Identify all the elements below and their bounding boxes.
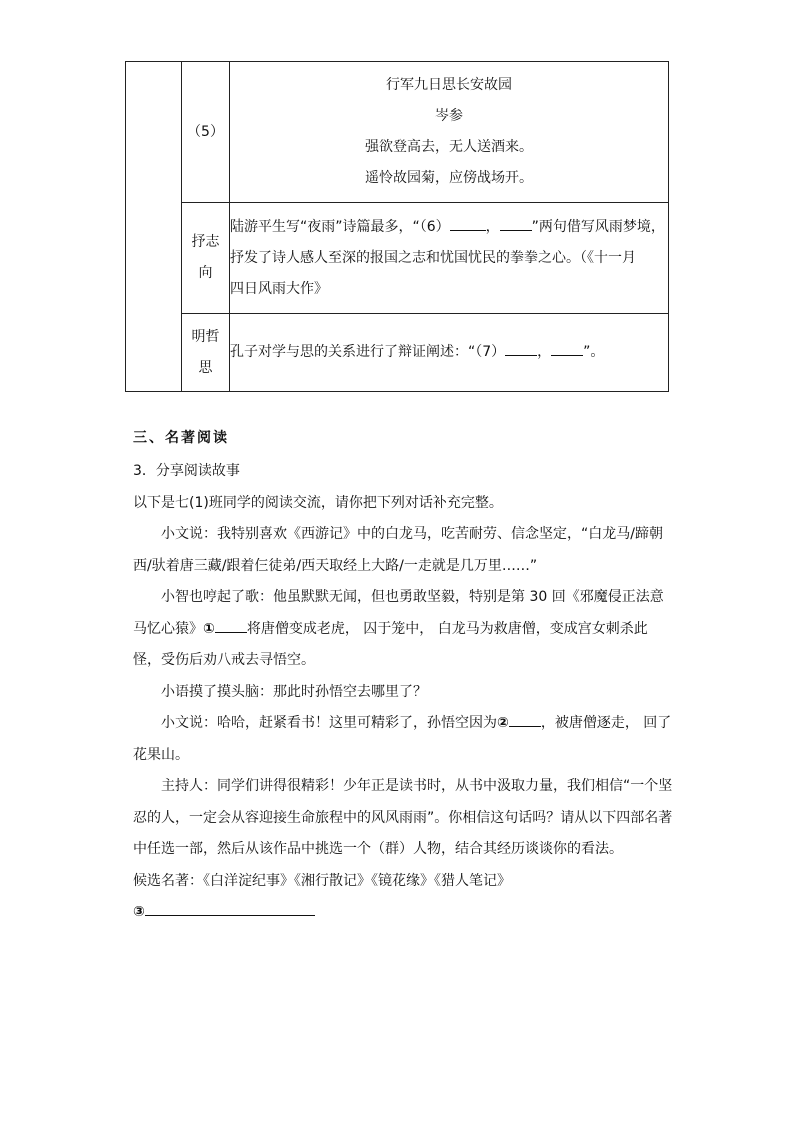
dialogue-paragraph [133,582,673,677]
row-number-cell: （5） [182,62,230,203]
candidate-books: 候选名著：《白洋淀纪事》《湘行散记》《镜花缘》《猎人笔记》 [133,872,511,889]
poetry-table [125,61,669,392]
answer-blank[interactable] [145,901,315,916]
question-text: 抒发了诗人感人至深的报国之志和忧国忧民的拳拳之心。（《十一月 [230,249,636,266]
dialogue-text: 小智也哼起了歌：他虽默默无闻，但也勇敢坚毅，特别是第 30 回《邪魔侵正法意马忆心猿》 [133,589,664,637]
table-row [126,314,669,392]
poem-line: 遥怜故园菊，应傍战场开。 [365,170,533,186]
question-text: 四日风雨大作》 [230,280,328,297]
dialogue-paragraph: 小语摸了摸头脑：那此时孙悟空去哪里了？ [161,683,427,700]
dialogue-paragraph [133,708,673,771]
poem-cell [230,62,669,203]
answer-blank[interactable] [551,341,583,356]
answer-blank[interactable] [450,216,486,231]
table-category-cell [126,62,182,392]
row-label: 抒志 [191,234,220,250]
table-row [126,62,669,203]
row-label-cell [182,314,230,392]
answer-blank[interactable] [500,216,532,231]
blank-marker: ② [497,715,509,731]
answer-line [133,897,673,929]
row-label-cell [182,203,230,314]
question-text: ， [485,218,500,235]
blank-marker: ③ [133,904,145,920]
poem-author: 岑参 [435,108,463,124]
dialogue-paragraph: 小文说：我特别喜欢《西游记》中的白龙马，吃苦耐劳、信念坚定，“白龙马/蹄朝西/驮着唐三藏/跟着仨徒弟/西天取经上大路/一走就是几万里……” [133,526,663,574]
question-cell [230,203,669,314]
question-text: 陆游平生写“夜雨”诗篇最多，“（6） [230,218,450,235]
dialogue-text: 小文说：哈哈，赶紧看书！这里可精彩了，孙悟空因为 [161,715,497,731]
dialogue-text: 将唐僧变成老虎， 囚于笼中， 白龙马为救唐僧，变成宫女刺杀此怪，受伤后劝八戒去寻悟空。 [133,620,648,668]
question-text: ， [537,344,552,360]
question-cell [230,314,669,392]
question-text: ”两句借写风雨梦境， [531,218,665,235]
section-title: 三、名著阅读 [133,430,229,446]
question-title: 3．分享阅读故事 [133,463,240,479]
answer-blank[interactable] [215,618,247,633]
table-row [126,203,669,314]
question-text: ”。 [583,344,605,360]
question-intro: 以下是七(1)班同学的阅读交流，请你把下列对话补充完整。 [133,494,503,511]
answer-blank[interactable] [505,341,537,356]
poem-title: 行军九日思长安故园 [386,77,512,93]
row-label: 明哲 [191,328,220,345]
row-label: 思 [198,359,213,376]
reading-section [133,456,673,929]
dialogue-paragraph: 主持人：同学们讲得很精彩！少年正是读书时，从书中汲取力量，我们相信“一个坚忍的人，一定会从容迎接生命旅程中的风风雨雨”。你相信这句话吗？请从以下四部名著中任选一部，然后从该作品中挑选一个（群）人物，结合其经历谈谈你的看法。 [133,778,673,857]
question-text: 孔子对学与思的关系进行了辩证阐述：“（7） [230,344,506,360]
poem-line: 强欲登高去，无人送酒来。 [365,139,533,155]
blank-marker: ① [203,620,215,637]
row-label: 向 [198,265,213,281]
dialogue-text: ，被唐僧逐走， 回了花果山。 [133,715,672,763]
section-heading [133,428,673,448]
answer-blank[interactable] [509,712,541,727]
